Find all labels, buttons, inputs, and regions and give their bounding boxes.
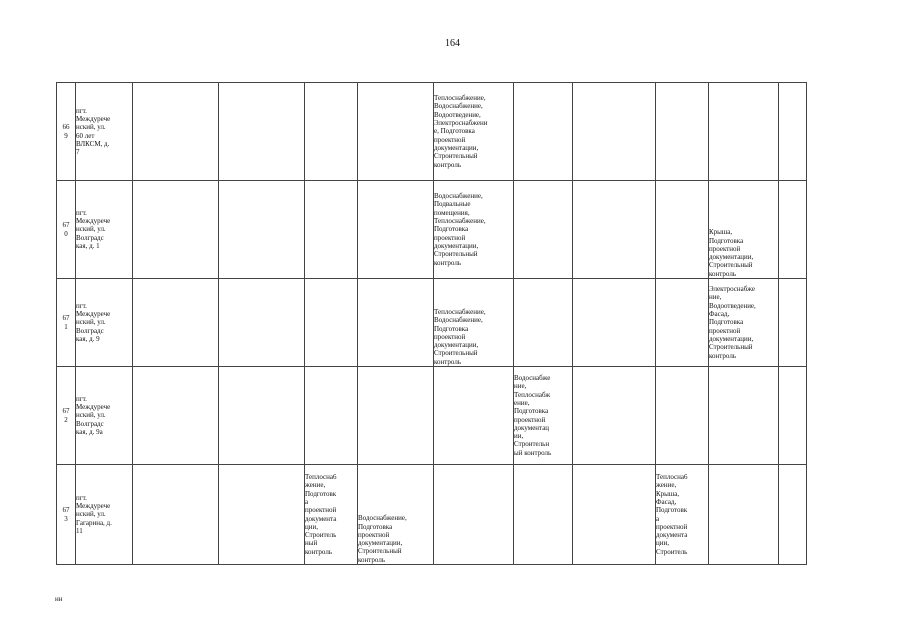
table-cell [305,279,358,367]
address-cell: пгт. Междуречe нский, ул. 60 лет ВЛКСМ, д. 7 [76,83,133,181]
row-number: 67 0 [57,181,76,279]
address-cell: пгт. Междуречe нский, ул. Волградс кая, д. 9 [76,279,133,367]
table-cell [709,83,779,181]
table-cell [573,181,656,279]
work-description-cell: Теплосна6 жение, Подготовк а проектной документа ции, Строитель ный контроль [305,465,358,565]
table-cell [709,367,779,465]
table-row [57,465,807,565]
table-cell [573,367,656,465]
work-description-cell: Теплоснабжение, Водоснабжение, Подготовка проектной документации, Строительный контроль [434,279,514,367]
table-cell [656,279,709,367]
table-cell [219,465,305,565]
table-cell [779,367,807,465]
work-description-cell: Водоснабже ние, Теплоснабж ение, Подготовка проектной документац ии, Строительн ый контроль [514,367,573,465]
work-description-cell: Теплосна6 жение, Крыша, Фасад, Подготовк а проектной документа ции, Строитель [656,465,709,565]
row-number: 66 9 [57,83,76,181]
table-cell [133,465,219,565]
table-cell [305,181,358,279]
table-cell [358,83,434,181]
table-cell [219,367,305,465]
table-cell [779,279,807,367]
row-number: 67 3 [57,465,76,565]
work-description-cell: Крыша, Подготовка проектной документации, Строительный контроль [709,181,779,279]
table-cell [133,279,219,367]
table-cell [305,83,358,181]
table-cell [709,465,779,565]
table-cell [133,181,219,279]
table-cell [656,83,709,181]
table-cell [514,181,573,279]
table-cell [358,279,434,367]
address-cell: пгт. Междуречe нский, ул. Волградс кая, д. 9а [76,367,133,465]
table-cell [219,181,305,279]
table-cell [133,367,219,465]
table-cell [514,465,573,565]
address-cell: пгт. Междуречe нский, ул. Волградс кая, д. 1 [76,181,133,279]
row-number: 67 1 [57,279,76,367]
address-cell: пгт. Междуречe нский, ул. Гагарина, д. 11 [76,465,133,565]
table-cell [358,181,434,279]
table-cell [779,181,807,279]
table-cell [133,83,219,181]
table-cell [514,83,573,181]
table-cell [434,367,514,465]
table-cell [656,181,709,279]
table-cell [779,465,807,565]
table-row [57,181,807,279]
table-cell [358,367,434,465]
table-row [57,279,807,367]
table-cell [573,279,656,367]
table-cell [434,465,514,565]
work-description-cell: Теплоснабжение, Водоснабжение, Водоотведение, Электроснабжени е, Подготовка проектной документации, Строительный контроль [434,83,514,181]
page-number: 164 [445,38,460,49]
table-row [57,83,807,181]
table-cell [514,279,573,367]
table-cell [219,279,305,367]
table-cell [305,367,358,465]
table-cell [573,83,656,181]
row-number: 67 2 [57,367,76,465]
table-row [57,367,807,465]
table-cell [573,465,656,565]
work-description-cell: Водоснабжение, Подвальные помещения, Теплоснабжение, Подготовка проектной документации, Строительный контроль [434,181,514,279]
table-cell [779,83,807,181]
work-description-cell: Электроснабже ние, Водоотведение, Фасад, Подготовка проектной документации, Строительный контроль [709,279,779,367]
table-cell [219,83,305,181]
work-schedule-table [56,82,807,565]
table-cell [656,367,709,465]
work-description-cell: Водоснабжение, Подготовка проектной документации, Строительный контроль [358,465,434,565]
footer-note: нн [55,595,63,603]
